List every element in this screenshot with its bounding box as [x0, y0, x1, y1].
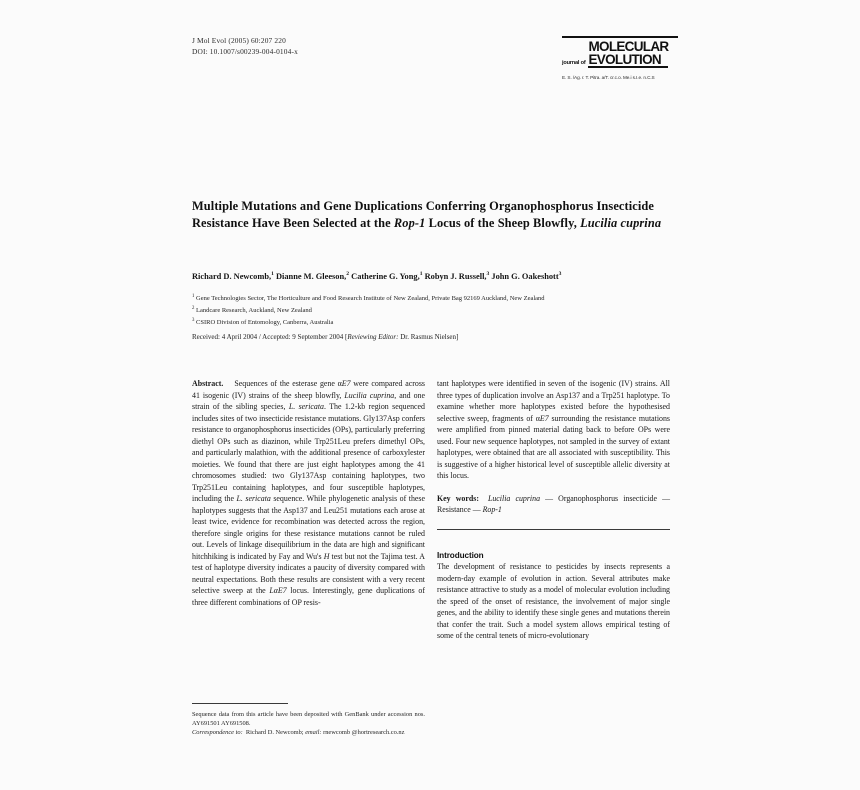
journal-logo	[562, 36, 680, 80]
logo-subtitle: E. S. /Ag. r. T. Pitra. a/T. cr.c.o. Me.i s.I.e. n.C.S	[562, 75, 655, 80]
citation-line: J Mol Evol (2005) 60:207 220	[192, 36, 286, 45]
footnote-block	[192, 703, 425, 738]
logo-rule	[562, 36, 678, 38]
footnote-divider	[192, 703, 288, 704]
affiliation-item: $^2$ Landcare Research, Auckland, New Zealand	[192, 305, 312, 314]
logo-wordmark	[588, 41, 668, 68]
keywords-block	[437, 493, 670, 516]
abstract-text-left: Abstract. Sequences of the esterase gene αE7 were compared across 41 isogenic (IV) strains of the sheep blowfly, Lucilia cuprina, and one strain of the sibling species, L. sericata. The 1.2-kb region sequenced includes sites of two insecticide resistance mutations. Gly137Asp confers resistance to organophosphorus insecticides (OPs), particularly preferring diethyl OPs such as diazinon, while Trp251Leu prefers dimethyl OPs, and particularly malathion, with the additional presence of carboxylester moieties. We found that there are just eight haplotypes among the 41 chromosomes studied: two Gly137Asp containing haplotypes, two Trp251Leu containing haplotypes, and four susceptible haplotypes, including the L. sericata sequence. While phylogenetic analysis of these haplotypes suggests that the Asp137 and Leu251 mutations each arose at least twice, evidence for recombination was detected across the region, therefore single origins for these resistance mutations cannot be ruled out. Levels of linkage disequilibrium in the data are high and significant hitchhiking is indicated by Fay and Wu's H test but not the Tajima test. A test of haplotype diversity indicates a paucity of diversity compared with neutral expectations. Both these results are consistent with a very recent selective sweep at the LαE7 locus. Interestingly, gene duplications of three different combinations of OP resis-	[192, 379, 426, 607]
footnote-genbank: Sequence data from this article have been deposited with GenBank under accession nos. AY691501 AY691508.	[192, 711, 425, 728]
logo-title-row	[562, 41, 680, 68]
introduction-body: The development of resistance to pesticides by insects represents a modern-day example of evolution in action. Several attributes make resistance attractive to study as a model of molecular evolution including the speed of the onset of resistance, the involvement of major single genes, and the ability to identify these single genes and mutations therein that confer the trait. Such a model system allows empirical testing of some of the central tenets of micro-evolutionary	[437, 562, 670, 640]
doi-line: DOI: 10.1007/s00239-004-0104-x	[192, 46, 298, 56]
affiliation-list	[192, 292, 678, 327]
abstract-column-left	[192, 378, 425, 608]
footnote-correspondence: Correspondence to: Richard D. Newcomb; email: rnewcomb @hortresearch.co.nz	[192, 729, 405, 737]
logo-wordmark-line1: MOLECULAR	[588, 39, 669, 54]
abstract-column-right	[437, 378, 670, 642]
logo-journal-of-label: journal of	[562, 60, 586, 66]
received-accepted-line: Received: 4 April 2004 / Accepted: 9 September 2004 [Reviewing Editor: Dr. Rasmus Nielsen]	[192, 333, 459, 341]
keywords-label: Key words:	[437, 493, 479, 503]
keywords-divider	[437, 529, 670, 530]
affiliation-item: $^1$ Gene Technologies Sector, The Horticulture and Food Research Institute of New Zealand, Private Bag 92169 Auckland, New Zealand	[192, 294, 545, 303]
author-list: Richard D. Newcomb,$^1$ Dianne M. Gleeson,$^2$ Catherine G. Yong,$^1$ Robyn J. Russell,$^3$ John G. Oakeshott$^3$	[192, 271, 562, 281]
abstract-text-right: tant haplotypes were identified in seven of the isogenic (IV) strains. All three types of duplication involve an Asp137 and a Trp251 haplotype. To examine whether more haplotypes existed before the hypothesised selective sweep, fragments of αE7 surrounding the resistance mutations were amplified from pinned material dating back to before OPs were used. Four new sequence haplotypes, not sampled in the survey of extant haplotypes, were obtained that are all associated with susceptibility. This is suggestive of a higher historical level of susceptible allelic diversity at this locus.	[437, 379, 670, 480]
logo-wordmark-line2: EVOLUTION	[588, 54, 668, 69]
affiliation-item: $^3$ CSIRO Division of Entomology, Canberra, Australia	[192, 317, 334, 326]
journal-reference	[192, 36, 298, 57]
section-heading-introduction: Introduction	[437, 550, 484, 560]
keywords-text: Lucilia cuprina — Organophosphorus insecticide — Resistance — Rop-1	[437, 493, 670, 514]
page-title: Multiple Mutations and Gene Duplications Conferring Organophosphorus Insecticide Resistance Have Been Selected at the Rop-1 Locus of the Sheep Blowfly, Lucilia cuprina	[192, 199, 662, 230]
